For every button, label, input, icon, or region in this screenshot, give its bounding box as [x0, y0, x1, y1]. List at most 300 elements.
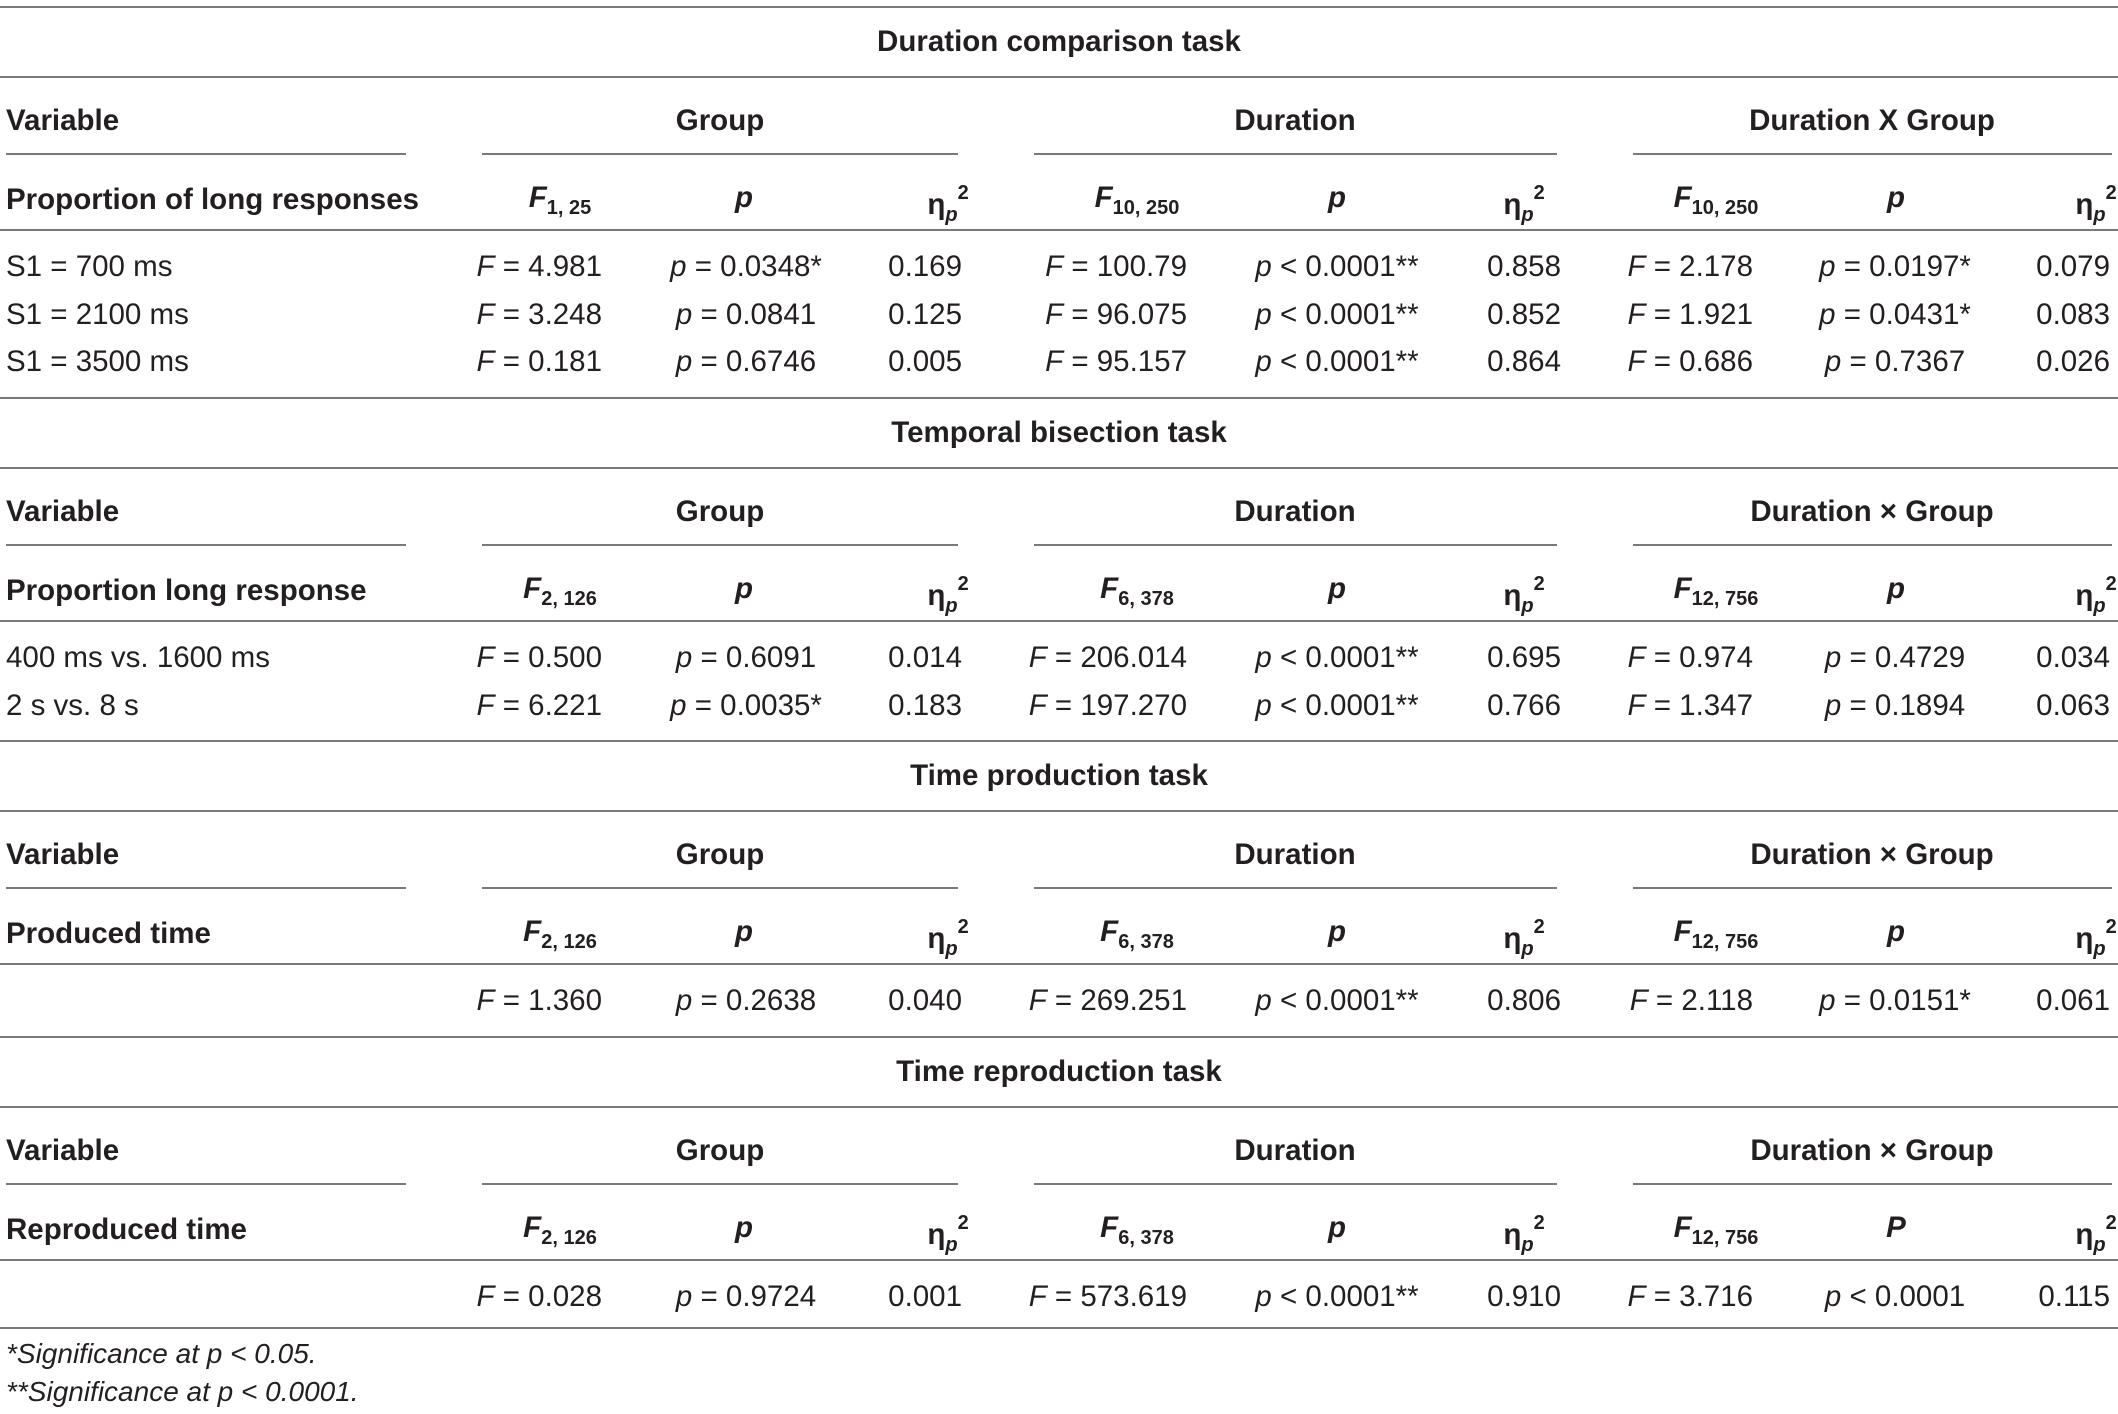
- f-value: F = 96.075: [1045, 297, 1187, 331]
- f-stat-header: [1674, 574, 1759, 609]
- p-value: [1819, 297, 1971, 331]
- p-operator: <: [1279, 345, 1298, 378]
- p-value: [1255, 688, 1419, 722]
- group-header-rule: [1633, 153, 2112, 155]
- eta-superscript: 2: [2105, 1212, 2117, 1234]
- variable-header: Variable: [6, 495, 120, 528]
- p-value: [670, 252, 822, 282]
- effect-size-header: [1503, 917, 1544, 959]
- eta-subscript: p: [1521, 1234, 1534, 1256]
- f-symbol: F: [476, 984, 495, 1017]
- p-number: 0.7367: [1874, 345, 1966, 378]
- p-value-header: [1328, 917, 1346, 947]
- effect-size-value: 0.766: [1487, 688, 1561, 722]
- header-bottom-rule: [0, 963, 2118, 965]
- f-symbol: F: [476, 345, 495, 378]
- f-stat-header: [1100, 1213, 1174, 1248]
- group-header-rule: [1633, 887, 2112, 889]
- f-degrees-of-freedom: 6, 378: [1118, 588, 1174, 610]
- p-number: 0.6091: [725, 641, 817, 674]
- effect-size-header: [2075, 917, 2116, 959]
- effect-size-header: [1503, 574, 1544, 616]
- f-number: 95.157: [1096, 345, 1187, 378]
- effect-size-header: [2075, 1213, 2116, 1255]
- eta-symbol: η: [1503, 579, 1522, 612]
- p-value: [676, 986, 816, 1016]
- p-symbol: p: [1327, 572, 1347, 605]
- group-header: Duration × Group: [1750, 838, 1994, 871]
- f-number: 2.118: [1681, 984, 1753, 1017]
- p-number: 0.4729: [1874, 641, 1966, 674]
- f-value: F = 1.347: [1627, 688, 1753, 722]
- f-symbol: F: [523, 915, 542, 948]
- variable-header-rule: [6, 544, 406, 546]
- p-number: 0.0197*: [1869, 250, 1971, 283]
- f-symbol: F: [1100, 915, 1119, 948]
- p-symbol: p: [1886, 915, 1906, 948]
- p-symbol: p: [734, 181, 754, 214]
- p-symbol: p: [1255, 984, 1272, 1017]
- title-rule: [0, 1106, 2118, 1108]
- f-number: 206.014: [1080, 641, 1187, 674]
- eta-symbol: η: [927, 579, 946, 612]
- p-operator: <: [1849, 1280, 1867, 1313]
- f-degrees-of-freedom: 12, 756: [1691, 588, 1759, 610]
- p-symbol: p: [675, 1280, 693, 1313]
- f-degrees-of-freedom: 2, 126: [541, 588, 597, 610]
- p-value: [1819, 986, 1971, 1016]
- f-value: F = 3.716: [1627, 1280, 1753, 1313]
- p-operator: =: [700, 345, 718, 378]
- effect-size-value: 0.026: [2036, 345, 2110, 378]
- p-value: [676, 643, 816, 673]
- f-symbol: F: [1045, 297, 1064, 331]
- effect-size-header: [927, 574, 968, 616]
- p-value-header: [1328, 1213, 1346, 1243]
- p-number: 0.6746: [725, 345, 817, 378]
- f-value: F = 6.221: [476, 688, 602, 722]
- variable-header-rule: [6, 1183, 406, 1185]
- p-number: 0.1894: [1874, 688, 1966, 722]
- variable-header-rule: [6, 887, 406, 889]
- f-symbol: F: [1627, 250, 1646, 283]
- p-value: [675, 297, 817, 331]
- effect-size-header: [2075, 574, 2116, 616]
- effect-size-value: 0.125: [888, 297, 962, 331]
- p-symbol: p: [675, 297, 693, 331]
- p-operator: =: [694, 688, 712, 722]
- f-degrees-of-freedom: 10, 250: [1691, 197, 1759, 219]
- effect-size-value: 0.040: [888, 984, 962, 1017]
- p-symbol: p: [1819, 250, 1836, 283]
- f-stat-header: [529, 183, 592, 218]
- eta-symbol: η: [1503, 922, 1522, 955]
- variable-header: Variable: [6, 1134, 120, 1167]
- eta-subscript: p: [945, 1234, 958, 1256]
- f-symbol: F: [476, 1280, 495, 1313]
- p-number: 0.0001**: [1305, 345, 1419, 378]
- header-bottom-rule: [0, 1259, 2118, 1261]
- section-top-rule: [0, 397, 2118, 399]
- f-symbol: F: [1094, 181, 1113, 214]
- p-value: [1255, 643, 1418, 673]
- f-number: 3.716: [1679, 1280, 1753, 1313]
- p-symbol: p: [675, 345, 693, 378]
- effect-size-header: [927, 183, 968, 225]
- eta-superscript: 2: [2105, 573, 2117, 595]
- p-symbol: p: [734, 572, 754, 605]
- p-operator: =: [700, 1280, 718, 1313]
- variable-header: Variable: [6, 104, 120, 137]
- f-number: 4.981: [528, 250, 602, 283]
- group-header: Group: [675, 1134, 765, 1167]
- eta-subscript: p: [945, 595, 958, 617]
- f-number: 2.178: [1679, 250, 1753, 283]
- p-symbol: p: [1824, 345, 1842, 378]
- f-symbol: F: [1627, 641, 1646, 674]
- eta-subscript: p: [1521, 204, 1534, 226]
- f-number: 1.347: [1679, 688, 1753, 722]
- footnote-2: **Significance at p < 0.0001.: [6, 1376, 359, 1407]
- group-header: Duration: [1234, 104, 1356, 137]
- header-bottom-rule: [0, 229, 2118, 231]
- f-value: F = 95.157: [1045, 345, 1187, 378]
- group-header-rule: [482, 153, 958, 155]
- group-header: Group: [675, 838, 765, 871]
- eta-symbol: η: [1503, 188, 1522, 221]
- group-header: Group: [675, 495, 765, 528]
- f-value: F = 1.921: [1627, 297, 1753, 331]
- f-value: F = 206.014: [1028, 641, 1187, 674]
- f-stat-header: [523, 1213, 597, 1248]
- group-header-rule: [1034, 887, 1557, 889]
- f-number: 6.221: [528, 688, 602, 722]
- effect-size-value: 0.079: [2036, 250, 2110, 283]
- p-operator: =: [700, 297, 718, 331]
- f-value: F = 2.118: [1629, 984, 1753, 1017]
- p-number: 0.0001**: [1305, 297, 1419, 331]
- f-symbol: F: [476, 641, 495, 674]
- p-value: [676, 347, 816, 377]
- eta-symbol: η: [927, 188, 946, 221]
- f-number: 96.075: [1096, 297, 1187, 331]
- effect-size-value: 0.183: [888, 688, 962, 722]
- f-symbol: F: [528, 181, 547, 214]
- p-symbol: p: [734, 915, 754, 948]
- effect-size-value: 0.005: [888, 345, 962, 378]
- f-symbol: F: [1627, 345, 1646, 378]
- row-label: 2 s vs. 8 s: [6, 688, 139, 722]
- f-symbol: F: [1045, 250, 1064, 283]
- eta-superscript: 2: [957, 182, 969, 204]
- f-symbol: F: [523, 572, 542, 605]
- f-number: 269.251: [1080, 984, 1187, 1017]
- effect-size-value: 0.083: [2036, 297, 2110, 331]
- p-value: [1825, 643, 1965, 673]
- group-header-rule: [1034, 1183, 1557, 1185]
- eta-subscript: p: [945, 204, 958, 226]
- p-operator: =: [700, 984, 718, 1017]
- p-number: 0.0001**: [1305, 984, 1419, 1017]
- p-number: 0.0841: [725, 297, 817, 331]
- eta-subscript: p: [1521, 938, 1534, 960]
- effect-size-value: 0.864: [1487, 345, 1561, 378]
- f-number: 0.028: [528, 1280, 602, 1313]
- effect-size-value: 0.115: [2038, 1280, 2110, 1313]
- eta-superscript: 2: [957, 916, 969, 938]
- f-symbol: F: [1028, 688, 1047, 722]
- group-header-rule: [482, 887, 958, 889]
- p-value-header: [1887, 183, 1905, 213]
- p-value-header: [1887, 574, 1905, 604]
- p-value: [676, 1282, 816, 1312]
- group-header: Duration × Group: [1750, 495, 1994, 528]
- eta-symbol: η: [1503, 1218, 1522, 1251]
- f-number: 0.974: [1679, 641, 1753, 674]
- p-number: 0.0348*: [720, 250, 822, 283]
- p-number: 0.0151*: [1869, 984, 1971, 1017]
- p-operator: <: [1279, 688, 1298, 722]
- group-header: Group: [675, 104, 765, 137]
- effect-size-value: 0.014: [888, 641, 962, 674]
- p-symbol: p: [1886, 572, 1906, 605]
- title-rule: [0, 467, 2118, 469]
- f-symbol: F: [1673, 1211, 1692, 1244]
- effect-size-header: [927, 1213, 968, 1255]
- eta-superscript: 2: [2105, 182, 2117, 204]
- p-symbol: p: [1327, 915, 1347, 948]
- p-value-header: [735, 1213, 753, 1243]
- eta-superscript: 2: [957, 1212, 969, 1234]
- p-symbol: p: [670, 250, 687, 283]
- group-header: Duration: [1234, 1134, 1356, 1167]
- f-stat-header: [1100, 574, 1174, 609]
- effect-size-header: [1503, 1213, 1544, 1255]
- p-number: 0.2638: [725, 984, 817, 1017]
- f-number: 3.248: [528, 297, 602, 331]
- f-symbol: F: [1100, 572, 1119, 605]
- p-number: 0.0001**: [1305, 641, 1419, 674]
- group-header-rule: [1034, 544, 1557, 546]
- p-symbol: P: [1886, 1211, 1906, 1244]
- section-title: Time reproduction task: [896, 1055, 1222, 1088]
- p-operator: =: [694, 250, 712, 283]
- section-title: Temporal bisection task: [891, 416, 1227, 449]
- eta-subscript: p: [2093, 1234, 2106, 1256]
- p-symbol: p: [675, 984, 693, 1017]
- f-number: 1.921: [1679, 297, 1753, 331]
- measure-label: Proportion long response: [6, 574, 367, 607]
- f-stat-header: [1100, 917, 1174, 952]
- f-degrees-of-freedom: 10, 250: [1112, 197, 1180, 219]
- eta-superscript: 2: [957, 573, 969, 595]
- f-degrees-of-freedom: 12, 756: [1691, 931, 1759, 953]
- p-symbol: p: [1819, 984, 1836, 1017]
- variable-header: Variable: [6, 838, 120, 871]
- f-value: F = 0.686: [1627, 345, 1753, 378]
- f-stat-header: [1674, 1213, 1759, 1248]
- effect-size-value: 0.852: [1487, 297, 1561, 331]
- eta-subscript: p: [2093, 595, 2106, 617]
- eta-symbol: η: [2075, 922, 2094, 955]
- p-value-header: [1887, 917, 1905, 947]
- p-symbol: p: [1255, 297, 1272, 331]
- p-value: [1825, 347, 1965, 377]
- row-label: 400 ms vs. 1600 ms: [6, 641, 270, 674]
- p-symbol: p: [1824, 688, 1842, 722]
- p-operator: =: [1843, 984, 1861, 1017]
- p-value: [1255, 297, 1419, 331]
- f-value: F = 2.178: [1627, 250, 1753, 283]
- p-symbol: p: [1327, 1211, 1347, 1244]
- f-value: F = 100.79: [1045, 250, 1187, 283]
- p-operator: <: [1279, 641, 1298, 674]
- title-rule: [0, 810, 2118, 812]
- p-value: [1825, 1282, 1965, 1312]
- eta-symbol: η: [2075, 579, 2094, 612]
- group-header-rule: [482, 1183, 958, 1185]
- eta-symbol: η: [927, 922, 946, 955]
- f-symbol: F: [1627, 1280, 1646, 1313]
- row-label: S1 = 2100 ms: [6, 297, 189, 331]
- f-stat-header: [1674, 917, 1759, 952]
- f-number: 573.619: [1080, 1280, 1187, 1313]
- p-symbol: p: [1255, 641, 1272, 674]
- f-stat-header: [1095, 183, 1180, 218]
- p-operator: <: [1279, 250, 1298, 283]
- group-header: Duration: [1234, 838, 1356, 871]
- f-number: 0.500: [528, 641, 602, 674]
- p-number: 0.0431*: [1869, 297, 1971, 331]
- variable-header-rule: [6, 153, 406, 155]
- eta-subscript: p: [945, 938, 958, 960]
- p-operator: =: [1843, 250, 1861, 283]
- p-number: 0.0001**: [1305, 1280, 1419, 1313]
- eta-superscript: 2: [1533, 916, 1545, 938]
- p-value: [1255, 252, 1418, 282]
- f-symbol: F: [476, 250, 495, 283]
- f-symbol: F: [1673, 915, 1692, 948]
- f-symbol: F: [476, 688, 495, 722]
- f-value: F = 269.251: [1028, 984, 1187, 1017]
- f-degrees-of-freedom: 2, 126: [541, 1227, 597, 1249]
- f-symbol: F: [476, 297, 495, 331]
- p-symbol: p: [734, 1211, 754, 1244]
- effect-size-header: [927, 917, 968, 959]
- f-symbol: F: [1100, 1211, 1119, 1244]
- f-symbol: F: [1627, 297, 1646, 331]
- group-header: Duration X Group: [1749, 104, 1995, 137]
- eta-symbol: η: [927, 1218, 946, 1251]
- p-symbol: p: [1327, 181, 1347, 214]
- group-header-rule: [1633, 1183, 2112, 1185]
- eta-symbol: η: [2075, 1218, 2094, 1251]
- p-symbol: p: [1255, 345, 1272, 378]
- p-number: 0.0001**: [1305, 250, 1419, 283]
- f-stat-header: [1674, 183, 1759, 218]
- measure-label: Produced time: [6, 917, 211, 950]
- table-bottom-rule: [0, 1327, 2118, 1329]
- f-symbol: F: [523, 1211, 542, 1244]
- effect-size-header: [1503, 183, 1544, 225]
- effect-size-value: 0.001: [888, 1280, 962, 1313]
- group-header: Duration × Group: [1750, 1134, 1994, 1167]
- f-degrees-of-freedom: 2, 126: [541, 931, 597, 953]
- effect-size-value: 0.063: [2036, 688, 2110, 722]
- p-value-header: [1886, 1213, 1906, 1243]
- group-header-rule: [1034, 153, 1557, 155]
- eta-subscript: p: [1521, 595, 1534, 617]
- eta-superscript: 2: [1533, 573, 1545, 595]
- f-value: F = 0.028: [476, 1280, 602, 1313]
- f-stat-header: [523, 917, 597, 952]
- f-degrees-of-freedom: 6, 378: [1118, 1227, 1174, 1249]
- row-label: S1 = 3500 ms: [6, 345, 189, 378]
- group-header-rule: [482, 544, 958, 546]
- f-symbol: F: [1028, 641, 1047, 674]
- p-operator: <: [1279, 984, 1298, 1017]
- f-stat-header: [523, 574, 597, 609]
- p-symbol: p: [1255, 250, 1272, 283]
- p-operator: =: [1849, 345, 1867, 378]
- section-top-rule: [0, 1036, 2118, 1038]
- section-top-rule: [0, 6, 2118, 8]
- eta-superscript: 2: [2105, 916, 2117, 938]
- p-value-header: [735, 917, 753, 947]
- p-operator: =: [1849, 641, 1867, 674]
- f-number: 0.686: [1679, 345, 1753, 378]
- p-number: 0.9724: [725, 1280, 817, 1313]
- f-value: F = 0.974: [1627, 641, 1753, 674]
- section-title: Duration comparison task: [877, 25, 1241, 58]
- f-symbol: F: [1045, 345, 1064, 378]
- eta-superscript: 2: [1533, 1212, 1545, 1234]
- p-symbol: p: [670, 688, 687, 722]
- effect-size-value: 0.910: [1487, 1280, 1561, 1313]
- p-symbol: p: [1824, 641, 1842, 674]
- f-degrees-of-freedom: 6, 378: [1118, 931, 1174, 953]
- footnote-1: *Significance at p < 0.05.: [6, 1338, 317, 1369]
- p-value: [1255, 986, 1418, 1016]
- p-number: 0.0001**: [1305, 688, 1419, 722]
- f-symbol: F: [1629, 984, 1648, 1017]
- p-operator: =: [1843, 297, 1861, 331]
- effect-size-value: 0.061: [2036, 984, 2110, 1017]
- section-top-rule: [0, 740, 2118, 742]
- p-symbol: p: [1886, 181, 1906, 214]
- p-operator: =: [1849, 688, 1867, 722]
- f-symbol: F: [1673, 572, 1692, 605]
- p-value-header: [1328, 183, 1346, 213]
- f-value: F = 0.181: [476, 345, 602, 378]
- f-value: F = 4.981: [476, 250, 602, 283]
- effect-size-value: 0.034: [2036, 641, 2110, 674]
- p-symbol: p: [1255, 1280, 1272, 1313]
- p-value: [1255, 347, 1418, 377]
- f-value: F = 573.619: [1028, 1280, 1187, 1313]
- f-value: F = 197.270: [1028, 688, 1187, 722]
- group-header: Duration: [1234, 495, 1356, 528]
- f-number: 1.360: [528, 984, 602, 1017]
- p-value-header: [1328, 574, 1346, 604]
- section-title: Time production task: [910, 759, 1208, 792]
- effect-size-value: 0.695: [1487, 641, 1561, 674]
- eta-symbol: η: [2075, 188, 2094, 221]
- f-value: F = 1.360: [476, 984, 602, 1017]
- eta-subscript: p: [2093, 938, 2106, 960]
- p-number: 0.0035*: [720, 688, 822, 722]
- p-operator: <: [1279, 1280, 1298, 1313]
